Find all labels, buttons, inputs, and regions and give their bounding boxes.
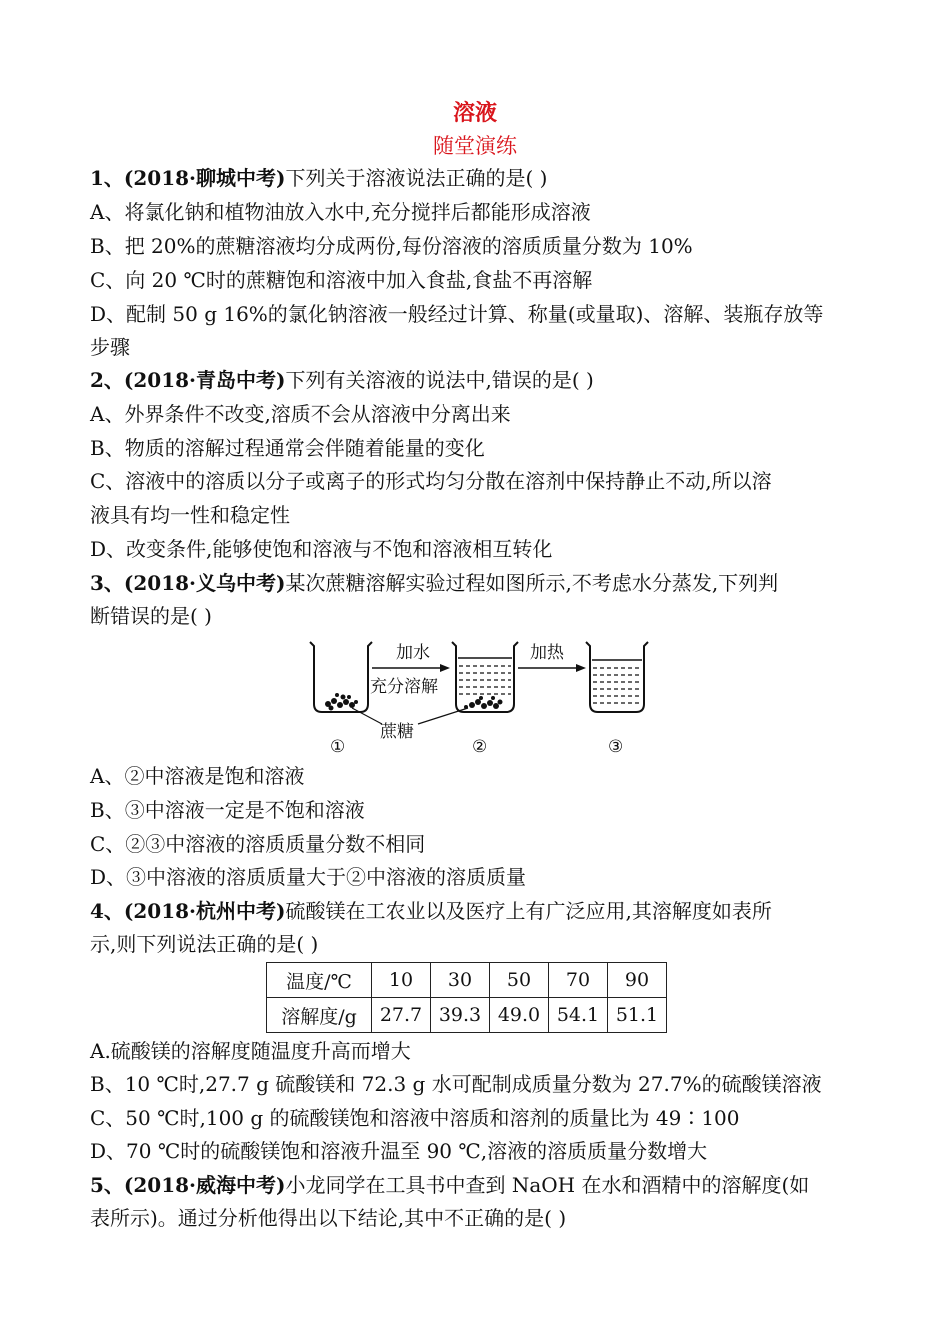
question-2-option-c: C、溶液中的溶质以分子或离子的形式均匀分散在溶剂中保持静止不动,所以溶	[90, 469, 772, 493]
question-5-stem	[90, 1172, 809, 1198]
question-1-option-d: D、配制 50 g 16%的氯化钠溶液一般经过计算、称量(或量取)、溶解、装瓶存放等	[90, 302, 824, 326]
question-5-stem-cont: 表所示)。通过分析他得出以下结论,其中不正确的是( )	[90, 1206, 567, 1230]
question-1-text: 下列关于溶液说法正确的是( )	[285, 166, 548, 190]
table-cell: 54.1	[549, 998, 608, 1033]
solubility-table	[266, 962, 667, 1033]
question-2-stem	[90, 367, 594, 393]
arrow-1-label-top: 加水	[396, 643, 430, 663]
table-cell: 10	[372, 963, 431, 998]
beaker-2	[452, 642, 518, 712]
question-3-stem-cont: 断错误的是( )	[90, 604, 212, 628]
question-4-stem-cont: 示,则下列说法正确的是( )	[90, 932, 319, 956]
table-cell: 30	[431, 963, 490, 998]
question-3-text: 某次蔗糖溶解实验过程如图所示,不考虑水分蒸发,下列判	[285, 571, 779, 595]
question-1-stem	[90, 165, 547, 191]
question-3-stem	[90, 570, 778, 596]
question-1-number: 1、(2018·聊城中考)	[90, 166, 286, 190]
question-2-option-b: B、物质的溶解过程通常会伴随着能量的变化	[90, 436, 485, 460]
table-cell: 51.1	[608, 998, 667, 1033]
table-header-cell: 溶解度/g	[267, 998, 372, 1033]
page-subtitle: 随堂演练	[433, 134, 517, 158]
question-3-number: 3、(2018·义乌中考)	[90, 571, 286, 595]
beaker-2-label: ②	[472, 737, 488, 756]
question-3-option-a: A、②中溶液是饱和溶液	[90, 764, 305, 788]
table-row	[267, 998, 667, 1033]
question-5-text: 小龙同学在工具书中查到 NaOH 在水和酒精中的溶解度(如	[285, 1173, 810, 1197]
question-4-stem	[90, 898, 772, 924]
question-5-number: 5、(2018·威海中考)	[90, 1173, 286, 1197]
beaker-3-label: ③	[608, 737, 624, 756]
question-1-option-d-cont: 步骤	[90, 335, 130, 359]
question-1-option-c: C、向 20 ℃时的蔗糖饱和溶液中加入食盐,食盐不再溶解	[90, 268, 593, 292]
table-row	[267, 963, 667, 998]
question-2-option-a: A、外界条件不改变,溶质不会从溶液中分离出来	[90, 402, 511, 426]
question-3-option-d: D、③中溶液的溶质质量大于②中溶液的溶质质量	[90, 865, 527, 889]
sugar-dissolving-diagram	[300, 632, 650, 756]
question-3-option-c: C、②③中溶液的溶质质量分数不相同	[90, 832, 426, 856]
question-3-option-b: B、③中溶液一定是不饱和溶液	[90, 798, 365, 822]
question-2-option-d: D、改变条件,能够使饱和溶液与不饱和溶液相互转化	[90, 537, 553, 561]
page-title: 溶液	[452, 100, 497, 126]
question-1-option-b: B、把 20%的蔗糖溶液均分成两份,每份溶液的溶质质量分数为 10%	[90, 234, 693, 258]
beaker-1-label: ①	[330, 737, 346, 756]
question-4-option-a: A.硫酸镁的溶解度随温度升高而增大	[90, 1039, 411, 1063]
arrow-2-label: 加热	[530, 643, 564, 663]
question-4-text: 硫酸镁在工农业以及医疗上有广泛应用,其溶解度如表所	[285, 899, 772, 923]
table-cell: 90	[608, 963, 667, 998]
question-4-option-d: D、70 ℃时的硫酸镁饱和溶液升温至 90 ℃,溶液的溶质质量分数增大	[90, 1139, 708, 1163]
table-cell: 27.7	[372, 998, 431, 1033]
question-2-option-c-cont: 液具有均一性和稳定性	[90, 503, 290, 527]
arrow-1	[372, 664, 450, 672]
sugar-crystals-1	[325, 693, 358, 711]
table-cell: 50	[490, 963, 549, 998]
table-cell: 49.0	[490, 998, 549, 1033]
sugar-crystals-2	[464, 696, 503, 709]
sugar-label: 蔗糖	[380, 722, 414, 742]
question-4-option-c: C、50 ℃时,100 g 的硫酸镁饱和溶液中溶质和溶剂的质量比为 49∶100	[90, 1106, 740, 1130]
table-header-cell: 温度/℃	[267, 963, 372, 998]
question-4-number: 4、(2018·杭州中考)	[90, 899, 286, 923]
question-2-number: 2、(2018·青岛中考)	[90, 368, 286, 392]
question-4-option-b: B、10 ℃时,27.7 g 硫酸镁和 72.3 g 水可配制成质量分数为 27.7%的硫酸镁溶液	[90, 1072, 822, 1096]
question-2-text: 下列有关溶液的说法中,错误的是( )	[285, 368, 594, 392]
question-1-option-a: A、将氯化钠和植物油放入水中,充分搅拌后都能形成溶液	[90, 200, 591, 224]
table-cell: 39.3	[431, 998, 490, 1033]
beaker-3	[586, 642, 648, 712]
table-cell: 70	[549, 963, 608, 998]
beaker-1	[310, 642, 372, 712]
arrow-1-label-bottom: 充分溶解	[370, 677, 438, 697]
arrow-2	[518, 664, 586, 672]
